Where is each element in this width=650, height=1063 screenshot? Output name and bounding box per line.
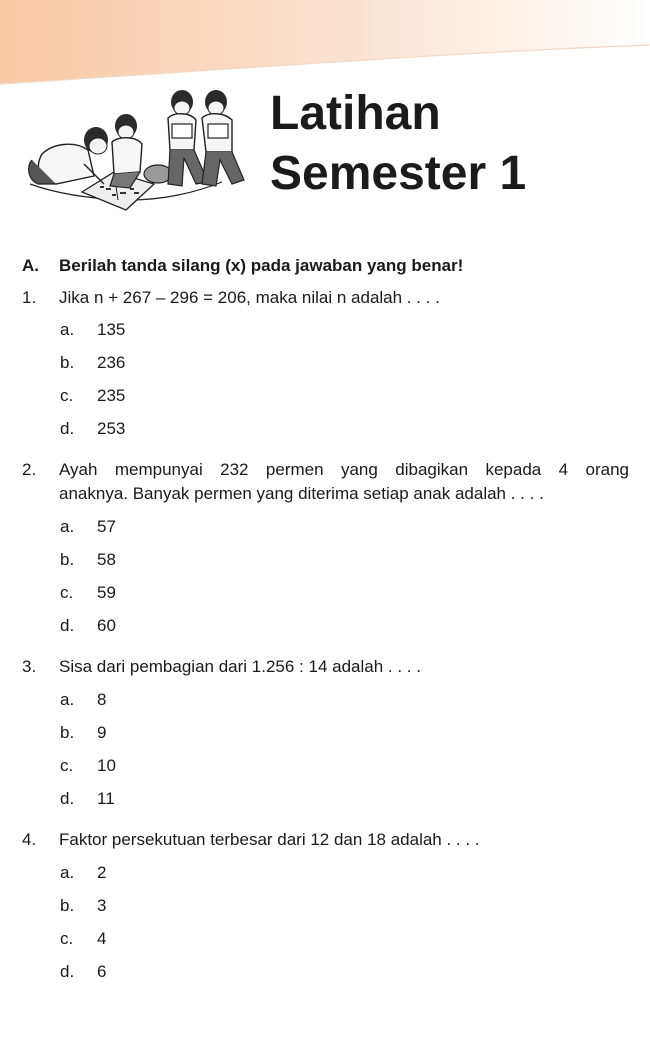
option-letter: a. <box>60 320 75 339</box>
section-heading <box>22 254 463 278</box>
option-letter: c. <box>60 756 74 775</box>
option-value: 9 <box>97 723 107 742</box>
page-title <box>270 84 526 204</box>
option-value: 6 <box>97 962 107 981</box>
question-number: 2. <box>22 460 37 479</box>
option-letter: a. <box>60 517 75 536</box>
option-letter: b. <box>60 353 75 372</box>
option-value: 10 <box>97 756 116 775</box>
option-4c[interactable] <box>60 927 106 951</box>
question-text-line-1: Ayah mempunyai 232 permen yang dibagikan kepada 4 orang <box>59 460 629 479</box>
title-line-1: Latihan <box>270 87 441 140</box>
option-value: 59 <box>97 583 116 602</box>
option-letter: b. <box>60 723 75 742</box>
option-1c[interactable] <box>60 384 125 408</box>
option-value: 11 <box>97 789 115 808</box>
question-number: 3. <box>22 657 37 676</box>
option-letter: d. <box>60 419 75 438</box>
option-letter: a. <box>60 863 75 882</box>
option-1b[interactable] <box>60 351 125 375</box>
option-value: 3 <box>97 896 107 915</box>
option-value: 58 <box>97 550 116 569</box>
option-value: 135 <box>97 320 126 339</box>
option-2b[interactable] <box>60 548 116 572</box>
option-value: 253 <box>97 419 126 438</box>
option-letter: c. <box>60 386 74 405</box>
question-text: Jika n + 267 – 296 = 206, maka nilai n adalah . . . . <box>59 288 440 307</box>
option-value: 4 <box>97 929 107 948</box>
question-number: 4. <box>22 830 37 849</box>
option-4b[interactable] <box>60 894 106 918</box>
option-letter: a. <box>60 690 75 709</box>
children-studying-illustration <box>22 88 250 220</box>
section-instruction: Berilah tanda silang (x) pada jawaban yang benar! <box>59 256 464 275</box>
option-letter: b. <box>60 550 75 569</box>
option-2d[interactable] <box>60 614 116 638</box>
option-3a[interactable] <box>60 688 106 712</box>
option-value: 8 <box>97 690 107 709</box>
option-value: 57 <box>97 517 116 536</box>
option-value: 2 <box>97 863 107 882</box>
question-number: 1. <box>22 288 37 307</box>
option-3b[interactable] <box>60 721 106 745</box>
option-2a[interactable] <box>60 515 116 539</box>
option-4a[interactable] <box>60 861 106 885</box>
option-letter: b. <box>60 896 75 915</box>
option-2c[interactable] <box>60 581 116 605</box>
question-text: Faktor persekutuan terbesar dari 12 dan 18 adalah . . . . <box>59 830 480 849</box>
header-band <box>0 0 650 90</box>
option-letter: d. <box>60 962 75 981</box>
option-letter: d. <box>60 789 75 808</box>
option-value: 236 <box>97 353 126 372</box>
option-letter: c. <box>60 929 74 948</box>
option-3d[interactable] <box>60 787 115 811</box>
option-1d[interactable] <box>60 417 125 441</box>
option-4d[interactable] <box>60 960 106 984</box>
question-text-line-2: anaknya. Banyak permen yang diterima setiap anak adalah . . . . <box>59 484 544 503</box>
option-letter: c. <box>60 583 74 602</box>
title-line-2: Semester 1 <box>270 147 527 200</box>
option-value: 60 <box>97 616 116 635</box>
option-1a[interactable] <box>60 318 125 342</box>
option-3c[interactable] <box>60 754 116 778</box>
option-letter: d. <box>60 616 75 635</box>
section-letter: A. <box>22 256 39 275</box>
question-text: Sisa dari pembagian dari 1.256 : 14 adalah . . . . <box>59 657 421 676</box>
option-value: 235 <box>97 386 126 405</box>
